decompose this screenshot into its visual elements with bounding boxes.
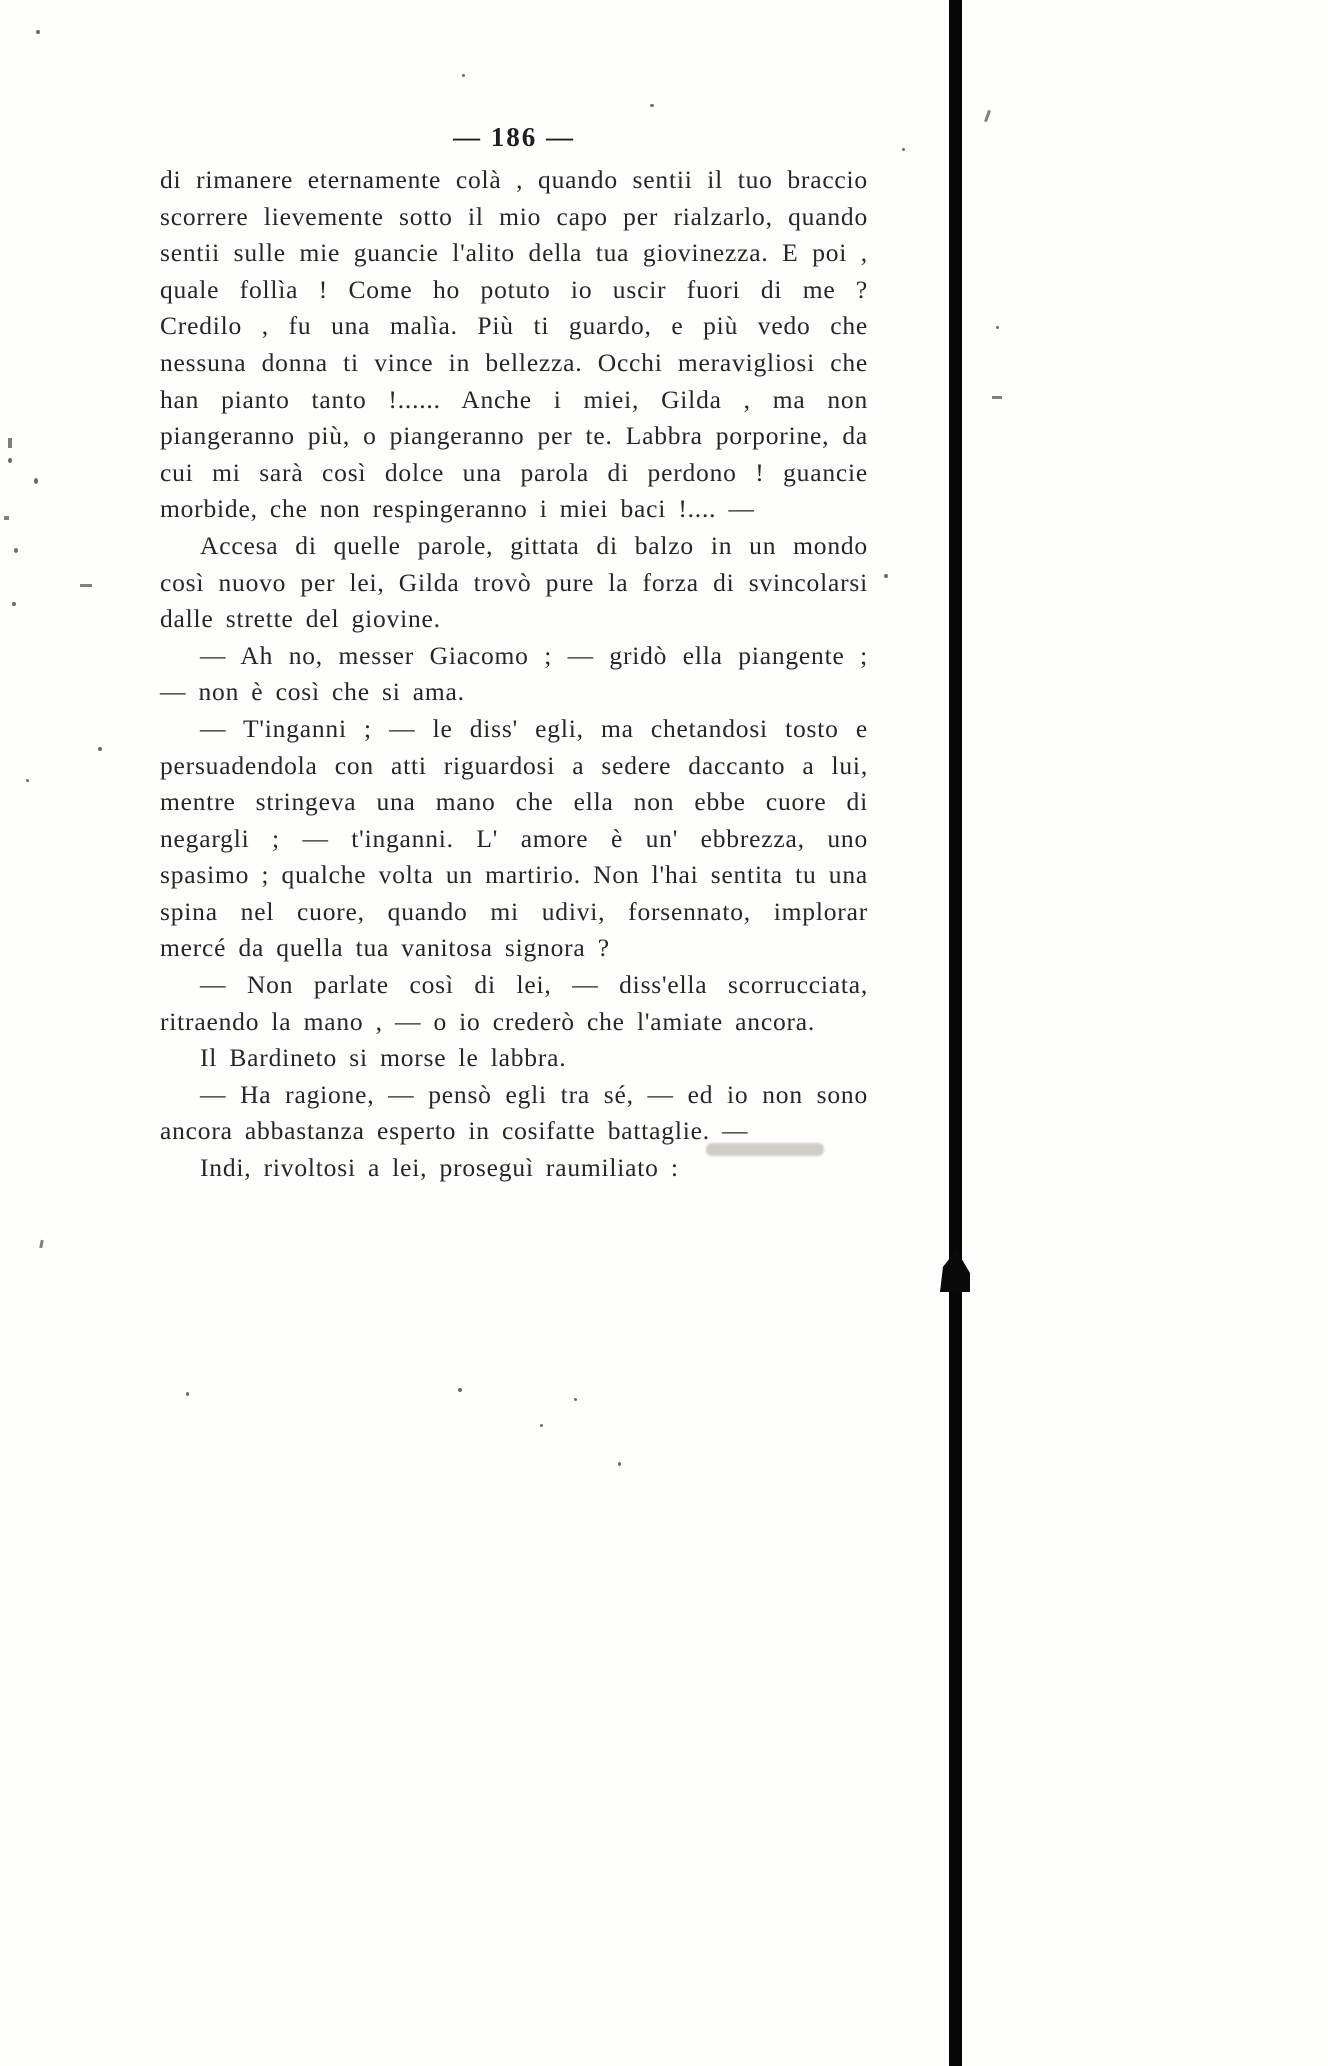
scan-speck: [8, 438, 12, 448]
paragraph: Accesa di quelle parole, gittata di balzo in un mondo così nuovo per lei, Gilda trovò pure la forza di svincolarsi dalle strette del giovine.: [160, 530, 868, 634]
scan-speck: [14, 548, 18, 553]
scan-speck: [574, 1398, 577, 1401]
scan-speck: [984, 110, 991, 122]
scan-speck: [26, 779, 29, 782]
text-block: [160, 162, 868, 1187]
scan-speck: [996, 326, 999, 329]
paragraph: — Ah no, messer Giacomo ; — gridò ella piangente ; — non è così che si ama.: [160, 640, 868, 707]
paragraph: Il Bardineto si morse le labbra.: [200, 1043, 567, 1073]
scan-speck: [618, 1462, 621, 1466]
scan-speck: [540, 1424, 543, 1427]
paragraph: Indi, rivoltosi a lei, proseguì raumiliato :: [200, 1153, 679, 1183]
scan-speck: [4, 516, 9, 520]
scan-speck: [458, 1388, 462, 1392]
scan-smudge: [706, 1143, 824, 1156]
page-number: — 186 —: [453, 122, 575, 152]
scan-speck: [8, 458, 12, 463]
scan-speck: [884, 574, 888, 578]
paragraph: — Non parlate così di lei, — diss'ella scorrucciata, ritraendo la mano , — o io crederò che l'amiate ancora.: [160, 970, 868, 1036]
scan-edge-bar: [949, 0, 962, 2066]
scan-speck: [992, 396, 1002, 399]
scan-speck: [462, 74, 465, 77]
scan-speck: [902, 148, 905, 151]
paragraph: di rimanere eternamente colà , quando sentii il tuo braccio scorrere lievemente sotto il mio capo per rialzarlo, quando sentii sulle mie guancie l'alito della tua giovinezza. E poi , quale follìa ! Come ho potuto io uscir fuori di me ? Credilo , fu una malìa. Più ti guardo, e più vedo che nessuna donna ti vince in bellezza. Occhi meravigliosi che han pianto tanto !...... Anche i miei, Gilda , ma non piangeranno più, o piangeranno per te. Labbra porporine, da cui mi sarà così dolce una parola di perdono ! guancie morbide, che non respingeranno i miei baci !.... —: [160, 165, 868, 524]
scan-artifact-arrow: [940, 1250, 970, 1292]
scan-speck: [36, 30, 40, 34]
scan-speck: [80, 584, 92, 587]
paragraph: — Ha ragione, — pensò egli tra sé, — ed io non sono ancora abbastanza esperto in cosifatte battaglie. —: [160, 1079, 868, 1146]
paragraph: — T'inganni ; — le diss' egli, ma chetandosi tosto e persuadendola con atti riguardosi a sedere daccanto a lui, mentre stringeva una mano che ella non ebbe cuore di negargli ; — t'inganni. L' amore è un' ebbrezza, uno spasimo ; qualche volta un martirio. Non l'hai sentita tu una spina nel cuore, quando mi udivi, forsennato, implorar mercé da quella tua vanitosa signora ?: [160, 713, 868, 963]
scan-speck: [12, 602, 16, 606]
scan-speck: [34, 478, 38, 484]
scan-speck: [650, 104, 654, 107]
scan-speck: [186, 1392, 189, 1396]
scan-speck: [39, 1240, 44, 1248]
scan-speck: [98, 747, 102, 751]
